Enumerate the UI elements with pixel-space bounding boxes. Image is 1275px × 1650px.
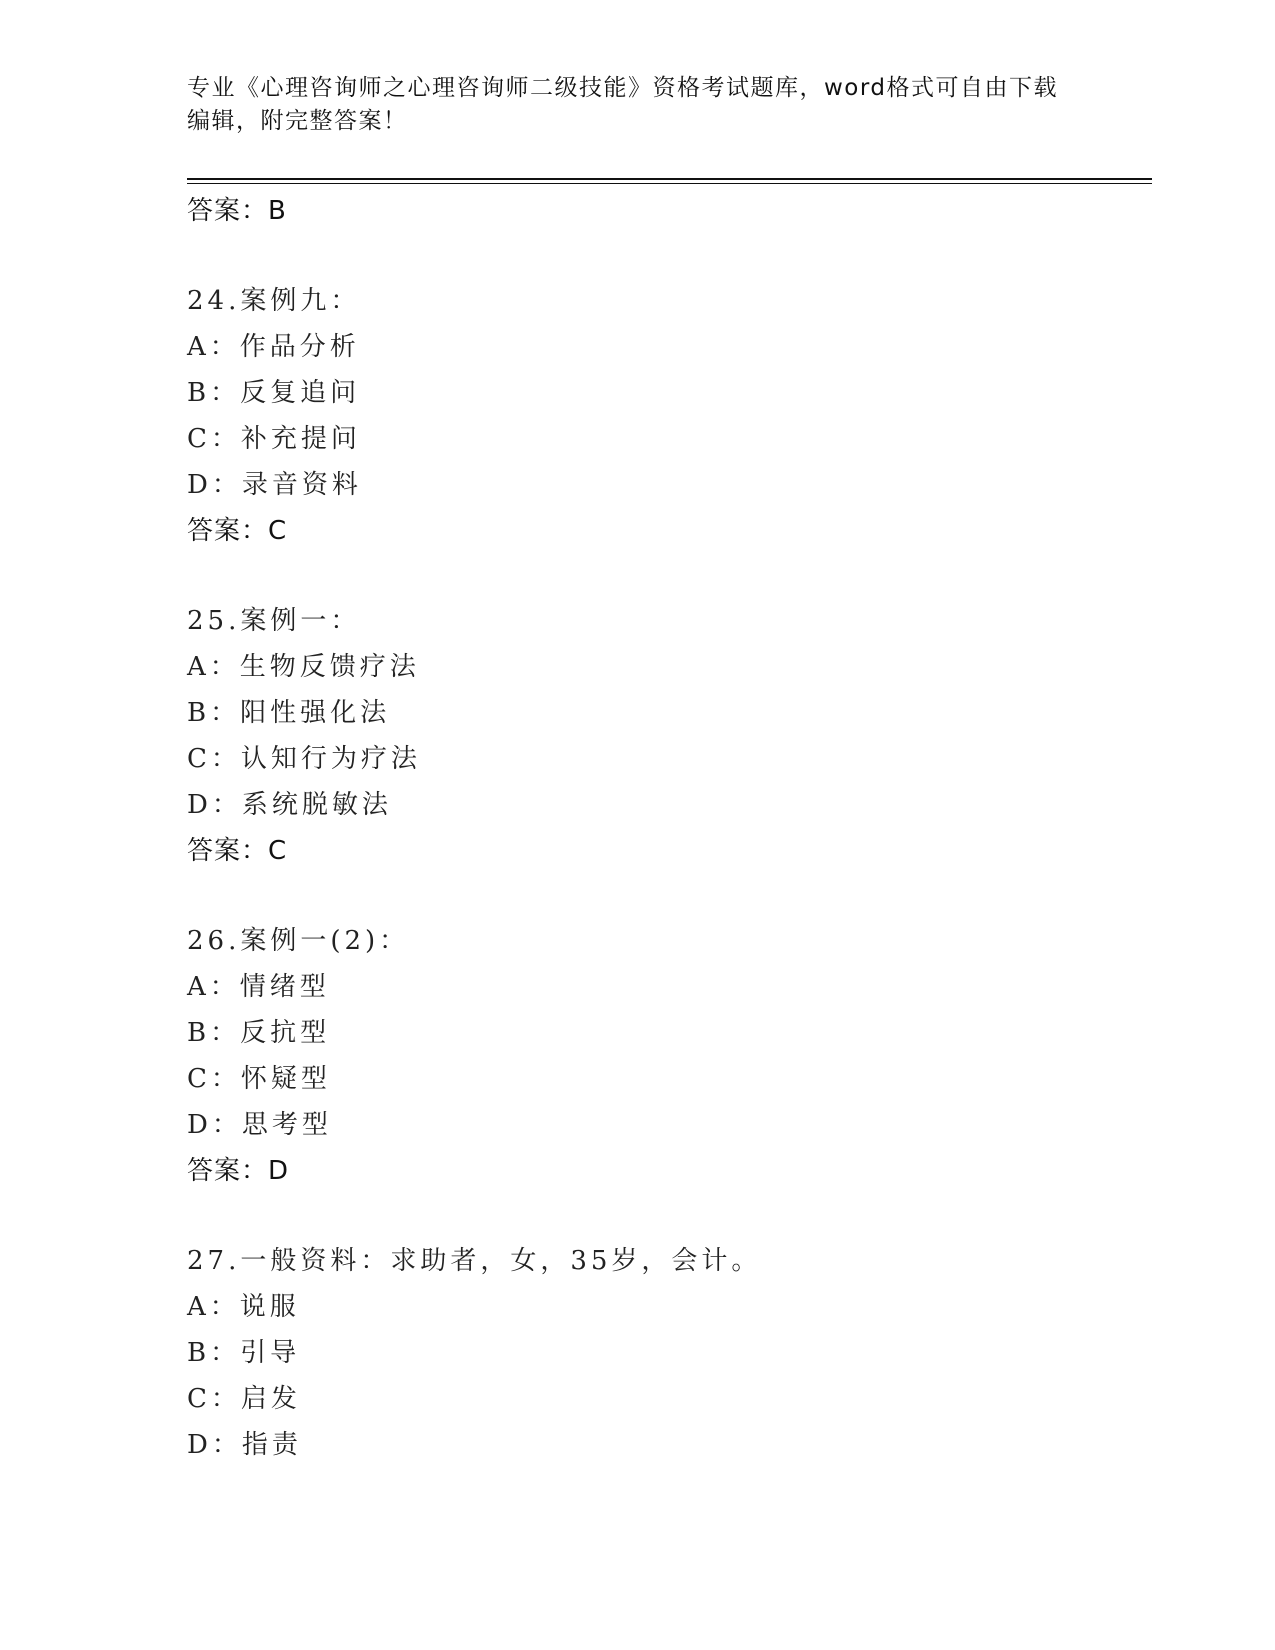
option-a: A：情绪型 [187, 972, 330, 1002]
option-b: B：阳性强化法 [187, 698, 391, 728]
question-stem: 25.案例一： [187, 606, 361, 636]
answer-line: 答案：D [187, 1156, 290, 1186]
option-a: A：生物反馈疗法 [187, 652, 420, 682]
question-stem: 24.案例九： [187, 286, 361, 316]
question-stem: 26.案例一(2)： [187, 926, 410, 956]
option-a: A：说服 [187, 1292, 300, 1322]
option-d: D：指责 [187, 1430, 302, 1460]
spacer [187, 874, 1152, 918]
option-c: C：怀疑型 [187, 1064, 331, 1094]
option-d: D：系统脱敏法 [187, 790, 392, 820]
question-block [187, 1238, 1152, 1468]
spacer [187, 554, 1152, 598]
option-d: D：思考型 [187, 1110, 332, 1140]
header-rule-thick [187, 178, 1152, 180]
option-b: B：反复追问 [187, 378, 361, 408]
header-line-1: 专业《心理咨询师之心理咨询师二级技能》资格考试题库，word格式可自由下载 [187, 75, 1059, 101]
option-d: D：录音资料 [187, 470, 362, 500]
header-line-2: 编辑，附完整答案！ [187, 108, 408, 134]
question-stem: 27.一般资料：求助者，女，35岁，会计。 [187, 1246, 762, 1276]
document-header [187, 72, 1087, 138]
answer-line: 答案：B [187, 196, 287, 226]
option-c: C：启发 [187, 1384, 301, 1414]
option-c: C：补充提问 [187, 424, 361, 454]
spacer [187, 234, 1152, 278]
question-block [187, 278, 1152, 554]
question-block [187, 598, 1152, 874]
option-c: C：认知行为疗法 [187, 744, 421, 774]
header-rule-thin [187, 183, 1152, 184]
option-b: B：引导 [187, 1338, 301, 1368]
option-a: A：作品分析 [187, 332, 360, 362]
question-block [187, 918, 1152, 1194]
answer-line: 答案：C [187, 516, 288, 546]
question-list [187, 188, 1152, 1468]
spacer [187, 1194, 1152, 1238]
option-b: B：反抗型 [187, 1018, 331, 1048]
answer-line: 答案：C [187, 836, 288, 866]
